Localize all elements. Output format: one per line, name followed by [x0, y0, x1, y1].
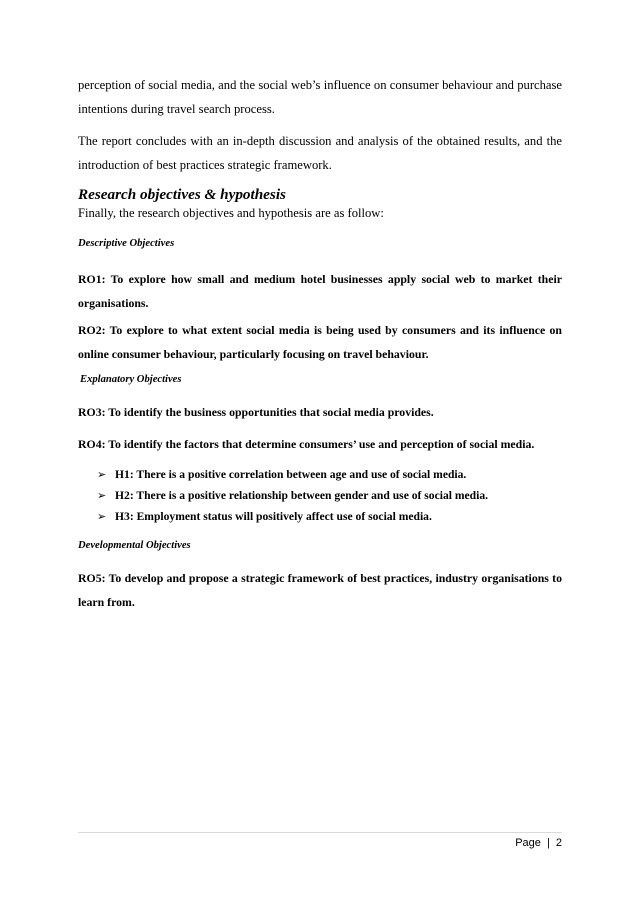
hypothesis-h1: H1: There is a positive correlation between age and use of social media. [115, 468, 467, 481]
hypothesis-list [97, 464, 488, 527]
footer-divider [78, 832, 562, 833]
section-heading: Research objectives & hypothesis [78, 186, 286, 203]
explanatory-objectives-label: Explanatory Objectives [80, 374, 182, 385]
hypothesis-h3: H3: Employment status will positively affect use of social media. [115, 510, 432, 523]
objective-ro3: RO3: To identify the business opportunities that social media provides. [78, 405, 434, 419]
objective-ro5: RO5: To develop and propose a strategic framework of best practices, industry organisations to learn from. [78, 571, 562, 609]
hypothesis-item [97, 464, 488, 485]
arrow-bullet-icon: ➢ [97, 489, 107, 502]
arrow-bullet-icon: ➢ [97, 468, 107, 481]
page-footer [515, 837, 562, 849]
objective-ro1: RO1: To explore how small and medium hotel businesses apply social web to market their organisations. [78, 272, 562, 310]
descriptive-objectives-label: Descriptive Objectives [78, 238, 175, 249]
body-paragraph-2: The report concludes with an in-depth discussion and analysis of the obtained results, and the introduction of best practices strategic framework. [78, 134, 562, 172]
hypothesis-h2: H2: There is a positive relationship between gender and use of social media. [115, 489, 489, 502]
objective-ro2: RO2: To explore to what extent social media is being used by consumers and its influence on online consumer behaviour, particularly focusing on travel behaviour. [78, 323, 562, 361]
hypothesis-item [97, 506, 488, 527]
hypothesis-item [97, 485, 488, 506]
arrow-bullet-icon: ➢ [97, 510, 107, 523]
page-separator: | [546, 837, 550, 849]
section-intro: Finally, the research objectives and hypothesis are as follow: [78, 206, 384, 220]
page-label: Page [515, 837, 541, 849]
page-number: 2 [555, 837, 562, 849]
body-paragraph-1: perception of social media, and the social web’s influence on consumer behaviour and purchase intentions during travel search process. [78, 78, 562, 116]
objective-ro4: RO4: To identify the factors that determine consumers’ use and perception of social media. [78, 437, 535, 451]
developmental-objectives-label: Developmental Objectives [78, 540, 191, 551]
